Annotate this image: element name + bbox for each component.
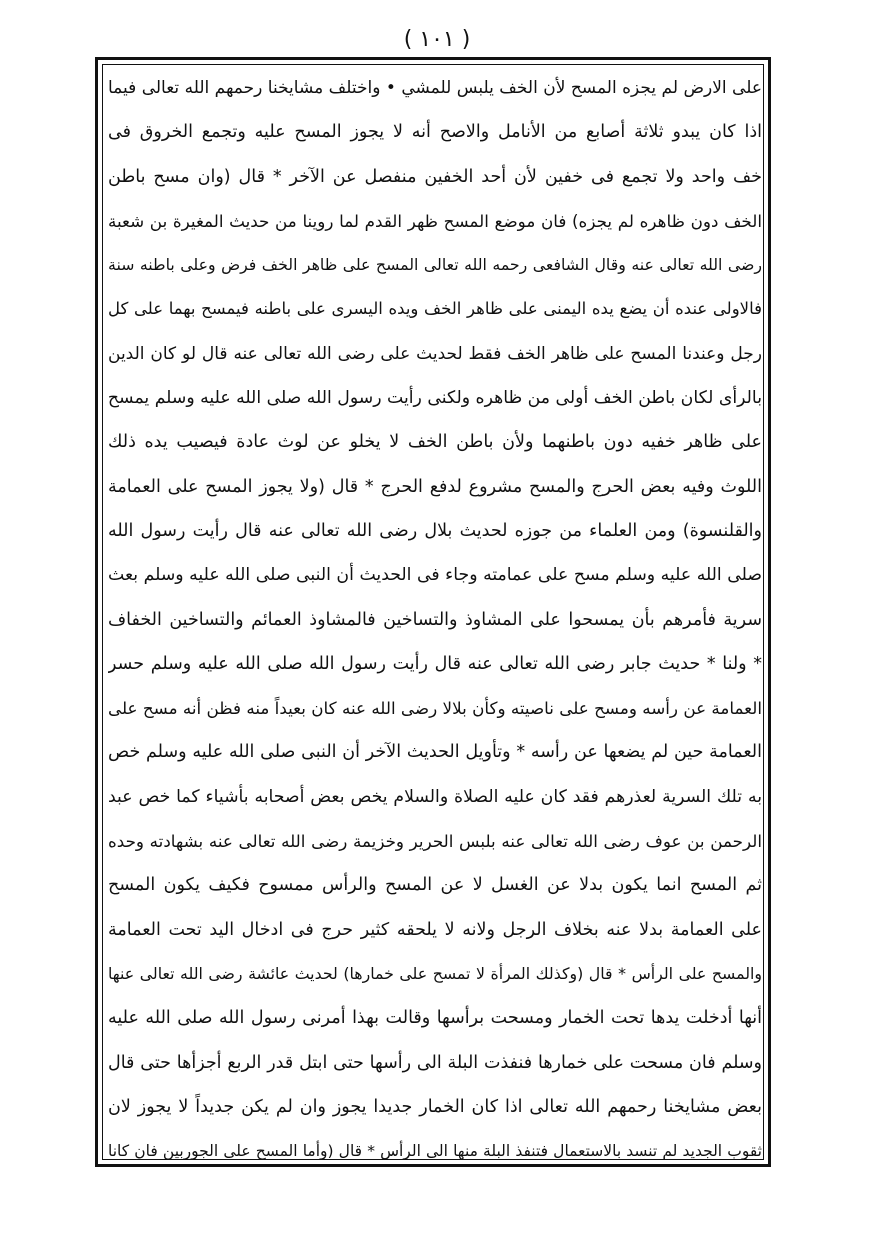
- text-line: والمسح على الرأس * قال (وكذلك المرأة لا تمسح على خمارها) لحديث عائشة رضى الله تعالى عنها: [108, 963, 762, 983]
- text-line: رضى الله تعالى عنه وقال الشافعى رحمه الله تعالى المسح على ظاهر الخف فرض وعلى باطنه سنة: [108, 255, 762, 275]
- text-line: الرحمن بن عوف رضى الله تعالى عنه بلبس الحرير وخزيمة رضى الله تعالى عنه بشهادته وحده: [108, 831, 762, 852]
- text-line: أنها أدخلت يدها تحت الخمار ومسحت برأسها وقالت بهذا أمرنى رسول الله صلى الله عليه: [108, 1008, 762, 1029]
- text-line: على العمامة بدلا عنه بخلاف الرجل ولانه لا يلحقه كثير حرج فى ادخال اليد تحت العمامة: [108, 919, 762, 940]
- text-line: على ظاهر خفيه دون باطنهما ولأن باطن الخف لا يخلو عن لوث عادة فيصيب يده ذلك: [108, 432, 762, 453]
- text-line: به تلك السرية لعذرهم فقد كان عليه الصلاة والسلام يخص بعض أصحابه بأشياء كما خص عبد: [108, 786, 762, 807]
- text-line: ثم المسح انما يكون بدلا عن الغسل لا عن المسح والرأس ممسوح فكيف يكون المسح: [108, 875, 762, 896]
- text-line: صلى الله عليه وسلم مسح على عمامته وجاء فى الحديث أن النبى صلى الله عليه وسلم بعث: [108, 565, 762, 586]
- text-line: والقلنسوة) ومن العلماء من جوزه لحديث بلال رضى الله تعالى عنه قال رأيت رسول الله: [108, 520, 762, 541]
- text-line: اللوث وفيه بعض الحرج والمسح مشروع لدفع الحرج * قال (ولا يجوز المسح على العمامة: [108, 476, 762, 497]
- text-line: فالاولى عنده أن يضع يده اليمنى على ظاهر الخف ويده اليسرى على باطنه فيمسح بهما على كل: [108, 299, 762, 319]
- text-line: رجل وعندنا المسح على ظاهر الخف فقط لحديث على رضى الله تعالى عنه قال لو كان الدين: [108, 343, 762, 364]
- text-line: وسلم فان مسحت على خمارها فنفذت البلة الى رأسها حتى ابتل قدر الربع أجزأها حتى قال: [108, 1052, 762, 1073]
- text-line: الخف دون ظاهره لم يجزه) فان موضع المسح ظهر القدم لما روينا من حديث المغيرة بن شعبة: [108, 210, 762, 231]
- text-line: على الارض لم يجزه المسح لأن الخف يلبس للمشي • واختلف مشايخنا رحمهم الله تعالى فيما: [108, 78, 762, 98]
- text-line: ثقوب الجديد لم تنسد بالاستعمال فتنفذ البلة منها الى الرأس * قال (وأما المسح على الجوربين فان كانا: [108, 1142, 762, 1161]
- text-line: بعض مشايخنا رحمهم الله تعالى اذا كان الخمار جديدا يجوز وان لم يكن جديداً لا يجوز لان: [108, 1096, 762, 1117]
- text-line: سرية فأمرهم بأن يمسحوا على المشاوذ والتساخين فالمشاوذ العمائم والتساخين الخفاف: [108, 609, 762, 630]
- text-line: * ولنا * حديث جابر رضى الله تعالى عنه قال رأيت رسول الله صلى الله عليه وسلم حسر: [108, 653, 762, 674]
- text-body: [108, 66, 762, 1161]
- text-line: العمامة عن رأسه ومسح على ناصيته وكأن بلالا رضى الله عنه كان بعيداً منه فظن أنه مسح على: [108, 698, 762, 719]
- text-line: بالرأى لكان باطن الخف أولى من ظاهره ولكنى رأيت رسول الله صلى الله عليه وسلم يمسح: [108, 388, 762, 409]
- page-number: ( ١٠١ ): [403, 27, 471, 52]
- text-line: خف واحد ولا تجمع فى خفين لأن أحد الخفين منفصل عن الآخر * قال (وان مسح باطن: [108, 166, 762, 187]
- text-line: اذا كان يبدو ثلاثة أصابع من الأنامل والاصح أنه لا يجوز المسح عليه وتجمع الخروق فى: [108, 122, 762, 143]
- text-line: العمامة حين لم يضعها عن رأسه * وتأويل الحديث الآخر أن النبى صلى الله عليه وسلم خص: [108, 742, 762, 763]
